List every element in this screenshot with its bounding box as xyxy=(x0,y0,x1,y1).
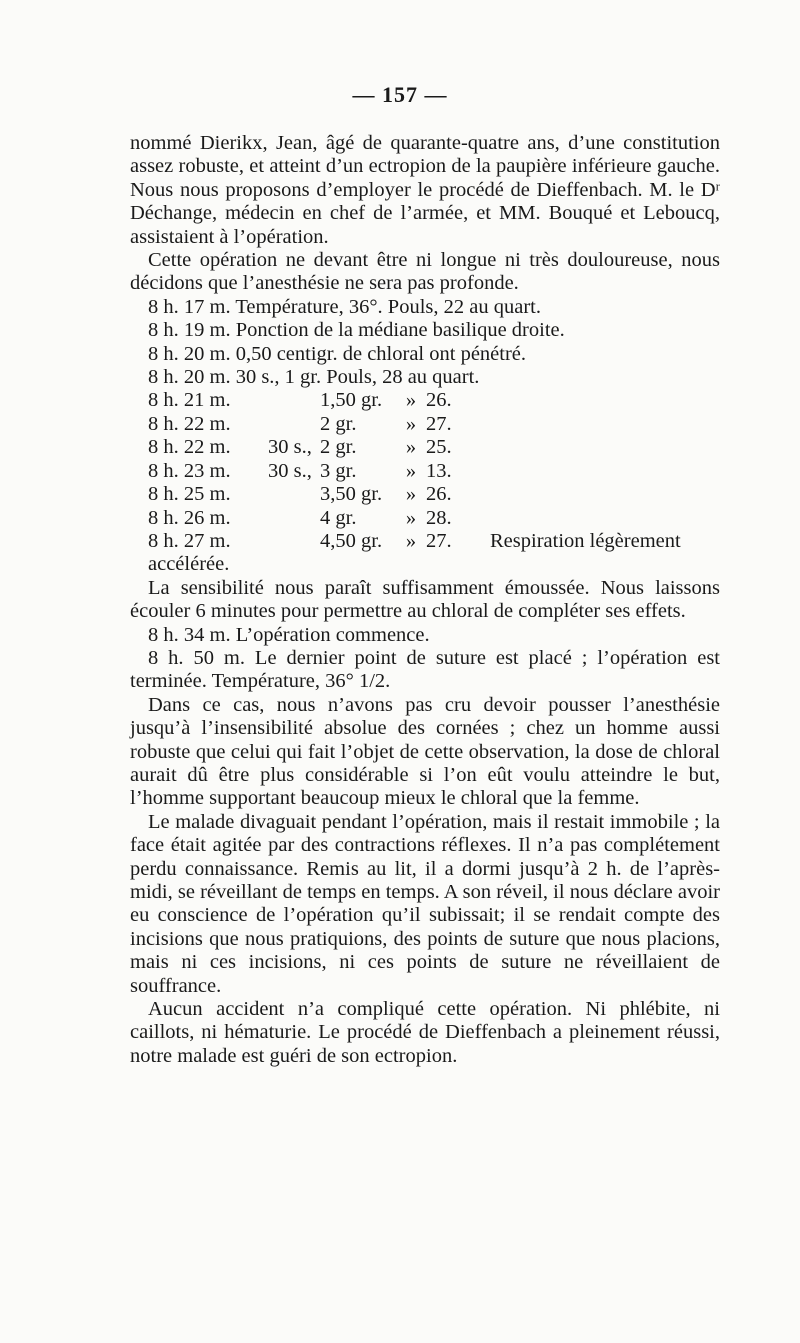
seconds-cell: 30 s., xyxy=(268,459,312,482)
pulse-cell: 26. xyxy=(426,389,452,412)
discussion-paragraph: Dans ce cas, nous n’avons pas cru devoir pousser l’anesthésie jusqu’à l’insensibilité absolue des cornées ; chez un homme aussi robuste que celui qui fait l’objet de cette observation, la dose de chloral aurait dû être plus considérable si l’on eût voulu atteindre le but, l’homme supportant beaucoup mieux le chloral que la femme. xyxy=(130,693,720,810)
log-line: 8 h. 19 m. Ponction de la médiane basilique droite. xyxy=(148,319,565,342)
time-cell: 8 h. 22 m. xyxy=(148,412,231,435)
seconds-cell xyxy=(268,507,320,530)
ditto-mark: » xyxy=(405,436,417,459)
ditto-mark: » xyxy=(405,389,417,412)
operation-end-paragraph: 8 h. 50 m. Le dernier point de suture est placé ; l’opération est terminée. Température, 36° 1/2. xyxy=(130,646,720,693)
ditto-mark: » xyxy=(405,506,417,529)
seconds-cell xyxy=(268,389,320,412)
pulse-cell: 26. xyxy=(426,483,452,506)
table-row xyxy=(148,436,681,459)
time-cell: 8 h. 26 m. xyxy=(148,506,231,529)
seconds-cell: 30 s., xyxy=(268,436,312,459)
ditto-mark: » xyxy=(405,529,417,552)
seconds-cell xyxy=(268,530,320,553)
anesthesia-decision-paragraph: Cette opération ne devant être ni longue ni très douloureuse, nous décidons que l’anesthésie ne sera pas profonde. xyxy=(130,249,720,295)
log-line: 8 h. 20 m. 0,50 centigr. de chloral ont pénétré. xyxy=(148,342,527,365)
operation-start-line: 8 h. 34 m. L’opération commence. xyxy=(148,623,430,646)
respiration-note-tail: accélérée. xyxy=(148,553,230,576)
page-number: — 157 — xyxy=(352,82,448,107)
time-cell: 8 h. 25 m. xyxy=(148,483,231,506)
ditto-mark: » xyxy=(405,459,417,482)
table-row xyxy=(148,530,681,553)
seconds-cell xyxy=(268,483,320,506)
pulse-cell: 13. xyxy=(426,459,452,482)
seconds-cell xyxy=(268,413,320,436)
table-row xyxy=(148,483,681,506)
table-row xyxy=(148,460,681,483)
ditto-mark: » xyxy=(405,412,417,435)
log-line: 8 h. 20 m. 30 s., 1 gr. Pouls, 28 au quart. xyxy=(148,366,480,389)
dose-cell: 2 gr. xyxy=(320,436,357,459)
page-body xyxy=(130,132,720,1068)
table-row xyxy=(148,507,681,530)
observation-log xyxy=(130,296,720,390)
outcome-paragraph: Aucun accident n’a compliqué cette opération. Ni phlébite, ni caillots, ni hématurie. Le procédé de Dieffenbach a pleinement réussi, notre malade est guéri de son ectropion. xyxy=(130,998,720,1067)
dose-cell: 3,50 gr. xyxy=(320,483,383,506)
dose-cell: 4,50 gr. xyxy=(320,529,383,552)
ditto-mark: » xyxy=(405,483,417,506)
patient-state-paragraph: Le malade divaguait pendant l’opération, mais il restait immobile ; la face était agitée par des contractions réflexes. Il n’a pas complétement perdu connaissance. Remis au lit, il a dormi jusqu’à 2 h. de l’après-midi, se réveillant de temps en temps. A son réveil, il nous déclare avoir eu conscience de l’opération qu’il subissait; il se rendait compte des incisions que nous pratiquions, des points de suture que nous placions, mais ni ces incisions, ni ces points de suture ne réveillaient de souffrance. xyxy=(130,810,720,997)
pulse-cell: 28. xyxy=(426,506,452,529)
pulse-cell: 27. xyxy=(426,412,452,435)
pulse-cell: 27. xyxy=(426,529,452,552)
intro-paragraph: nommé Dierikx, Jean, âgé de quarante-quatre ans, d’une constitution assez robuste, et atteint d’un ectropion de la paupière inférieure gauche. Nous nous proposons d’employer le procédé de Dieffenbach. M. le Dʳ Déchange, médecin en chef de l’armée, et MM. Bouqué et Leboucq, assistaient à l’opération. xyxy=(130,132,720,248)
dose-cell: 2 gr. xyxy=(320,412,357,435)
time-cell: 8 h. 21 m. xyxy=(148,389,231,412)
dose-cell: 1,50 gr. xyxy=(320,389,383,412)
pulse-cell: 25. xyxy=(426,436,452,459)
dose-pulse-table xyxy=(148,389,681,553)
dose-cell: 3 gr. xyxy=(320,459,357,482)
table-row xyxy=(148,413,681,436)
time-cell: 8 h. 22 m. xyxy=(148,436,231,459)
sensibility-paragraph: La sensibilité nous paraît suffisamment émoussée. Nous laissons écouler 6 minutes pour permettre au chloral de compléter ses effets. xyxy=(130,576,720,623)
dose-cell: 4 gr. xyxy=(320,506,357,529)
respiration-note: Respiration légèrement xyxy=(490,529,681,552)
log-line: 8 h. 17 m. Température, 36°. Pouls, 22 au quart. xyxy=(148,295,541,318)
time-cell: 8 h. 27 m. xyxy=(148,529,231,552)
time-cell: 8 h. 23 m. xyxy=(148,459,231,482)
table-row xyxy=(148,389,681,412)
